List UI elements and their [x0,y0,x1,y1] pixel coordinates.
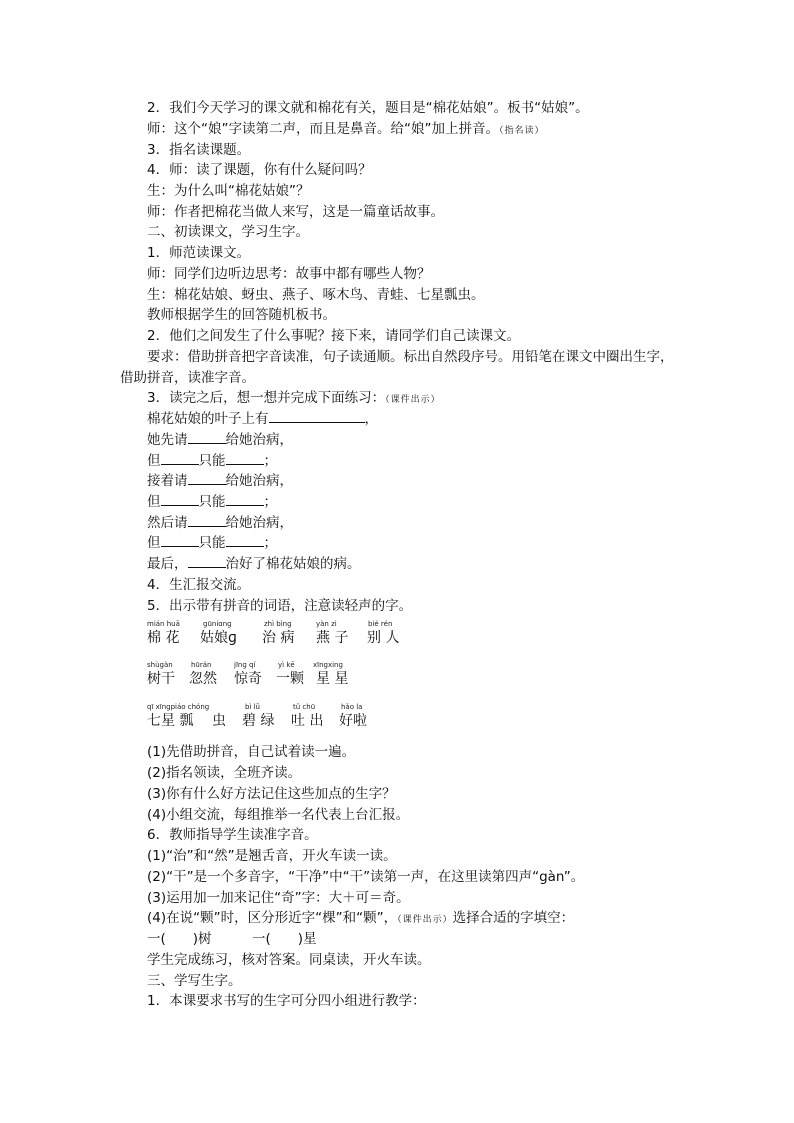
annotation: （课件出示） [385,395,441,405]
section-heading: 二、初读课文，学习生字。 [147,224,309,240]
vocab-word: 惊奇 [234,671,262,687]
pinyin: hūrán [191,661,212,669]
vocab-word: 燕 子 [316,630,349,646]
vocab-word: 吐 出 [291,713,324,729]
text-line: (2)指名领读，全班齐读。 [147,765,302,781]
exercise-line: 接着请 给她治病， [147,473,293,489]
text-line: 师：这个“娘”字读第二声，而且是鼻音。给“娘”加上拼音。（指名读） [147,121,545,137]
annotation: （课件出示） [397,915,453,925]
text-line: 5．出示带有拼音的词语，注意读轻声的字。 [147,598,413,614]
vocab-word: 虫 [212,713,226,729]
pinyin: tǔ chū [293,703,316,711]
pinyin: xīnɡxinɡ [313,661,343,669]
text-line: 要求：借助拼音把字音读准，句子读通顺。标出自然段序号。用铅笔在课文中圈出生字， [147,349,674,365]
exercise-line: 她先请 给她治病， [147,432,293,448]
exercise-line: 棉花姑娘的叶子上有 ， [147,411,378,427]
vocab-word: 忽然 [189,671,217,687]
vocab-word: 治 病 [262,630,295,646]
pinyin: yì kē [278,661,295,669]
text-line: 6．教师指导学生读准字音。 [147,827,318,843]
fill-blank [188,471,226,485]
text-line: 师：同学们边听边思考：故事中都有哪些人物？ [147,266,431,282]
fill-blank [188,430,226,444]
pinyin: gūniɑnɡ [203,620,232,628]
exercise-line: 但 只能 ； [147,453,277,469]
text-line: (4)小组交流，每组推举一名代表上台汇报。 [147,807,410,823]
fill-blank [226,533,264,547]
pinyin: zhì bìnɡ [264,620,292,628]
text-line: 生：为什么叫“棉花姑娘”？ [147,183,310,199]
pinyin: mián huā [147,620,180,628]
vocab-word: 树干 [147,671,175,687]
vocab-word: 碧 绿 [242,713,275,729]
text-line: 一( )树 一( )星 [147,931,317,947]
vocab-word: 好啦 [339,713,367,729]
fill-blank [226,492,264,506]
vocab-word: 一颗 [276,671,304,687]
fill-blank [188,554,226,568]
vocab-word: 姑娘ɡ [200,630,237,646]
text-line: 教师根据学生的回答随机板书。 [147,307,336,323]
fill-blank [226,451,264,465]
text-line: 学生完成练习，核对答案。同桌读，开火车读。 [147,952,431,968]
exercise-line: 但 只能 ； [147,494,277,510]
text-line: (1)“治”和“然”是翘舌音，开火车读一读。 [147,848,397,864]
vocab-word: 七星 瓢 [147,713,194,729]
exercise-line: 最后， 治好了棉花姑娘的病。 [147,556,361,572]
pinyin: bì lǜ [245,703,260,711]
exercise-line: 然后请 给她治病， [147,515,293,531]
text-line: 3．指名读课题。 [147,142,251,158]
exercise-line: 但 只能 ； [147,535,277,551]
vocab-word: 棉 花 [147,630,180,646]
text-line: (4)在说“颗”时，区分形近字“棵”和“颗”，（课件出示）选择合适的字填空： [147,910,575,926]
annotation: （指名读） [498,126,545,136]
fill-blank [161,451,199,465]
text-line: 2．他们之间发生了什么事呢？接下来，请同学们自己读课文。 [147,328,521,344]
text-line: 师：作者把棉花当做人来写，这是一篇童话故事。 [147,204,444,220]
text-line: 4．师：读了课题，你有什么疑问吗？ [147,162,372,178]
pinyin: hǎo la [341,703,363,711]
text-line: 生：棉花姑娘、蚜虫、燕子、啄木鸟、青蛙、七星瓢虫。 [147,287,485,303]
pinyin: qī xīnɡpiáo chónɡ [147,703,210,711]
fill-blank [161,492,199,506]
pinyin: bié rén [368,620,393,628]
text-line: 借助拼音，读准字音。 [120,370,255,386]
pinyin: jīnɡ qí [234,661,256,669]
vocab-word: 别 人 [367,630,400,646]
fill-blank [269,409,365,423]
section-heading: 三、学写生字。 [147,973,242,989]
text-line: 2．我们今天学习的课文就和棉花有关，题目是“棉花姑娘”。板书“姑娘”。 [147,100,589,116]
fill-blank [161,533,199,547]
text-line: (3)运用加一加来记住“奇”字：大＋可＝奇。 [147,890,410,906]
text-line: (1)先借助拼音，自己试着读一遍。 [147,744,356,760]
pinyin: yàn zi [316,620,337,628]
pinyin: shùgàn [147,661,173,669]
text-line: 1．师范读课文。 [147,245,251,261]
text-line: 4．生汇报交流。 [147,577,251,593]
text-line: 1．本课要求书写的生字可分四小组进行教学： [147,993,426,1009]
text-line: (3)你有什么好方法记住这些加点的生字？ [147,786,396,802]
text-line: 3．读完之后，想一想并完成下面练习：（课件出示） [147,390,441,406]
fill-blank [188,513,226,527]
text-line: (2)“干”是一个多音字，“干净”中“干”读第一声，在这里读第四声“gàn”。 [147,869,585,885]
vocab-word: 星 星 [316,671,349,687]
